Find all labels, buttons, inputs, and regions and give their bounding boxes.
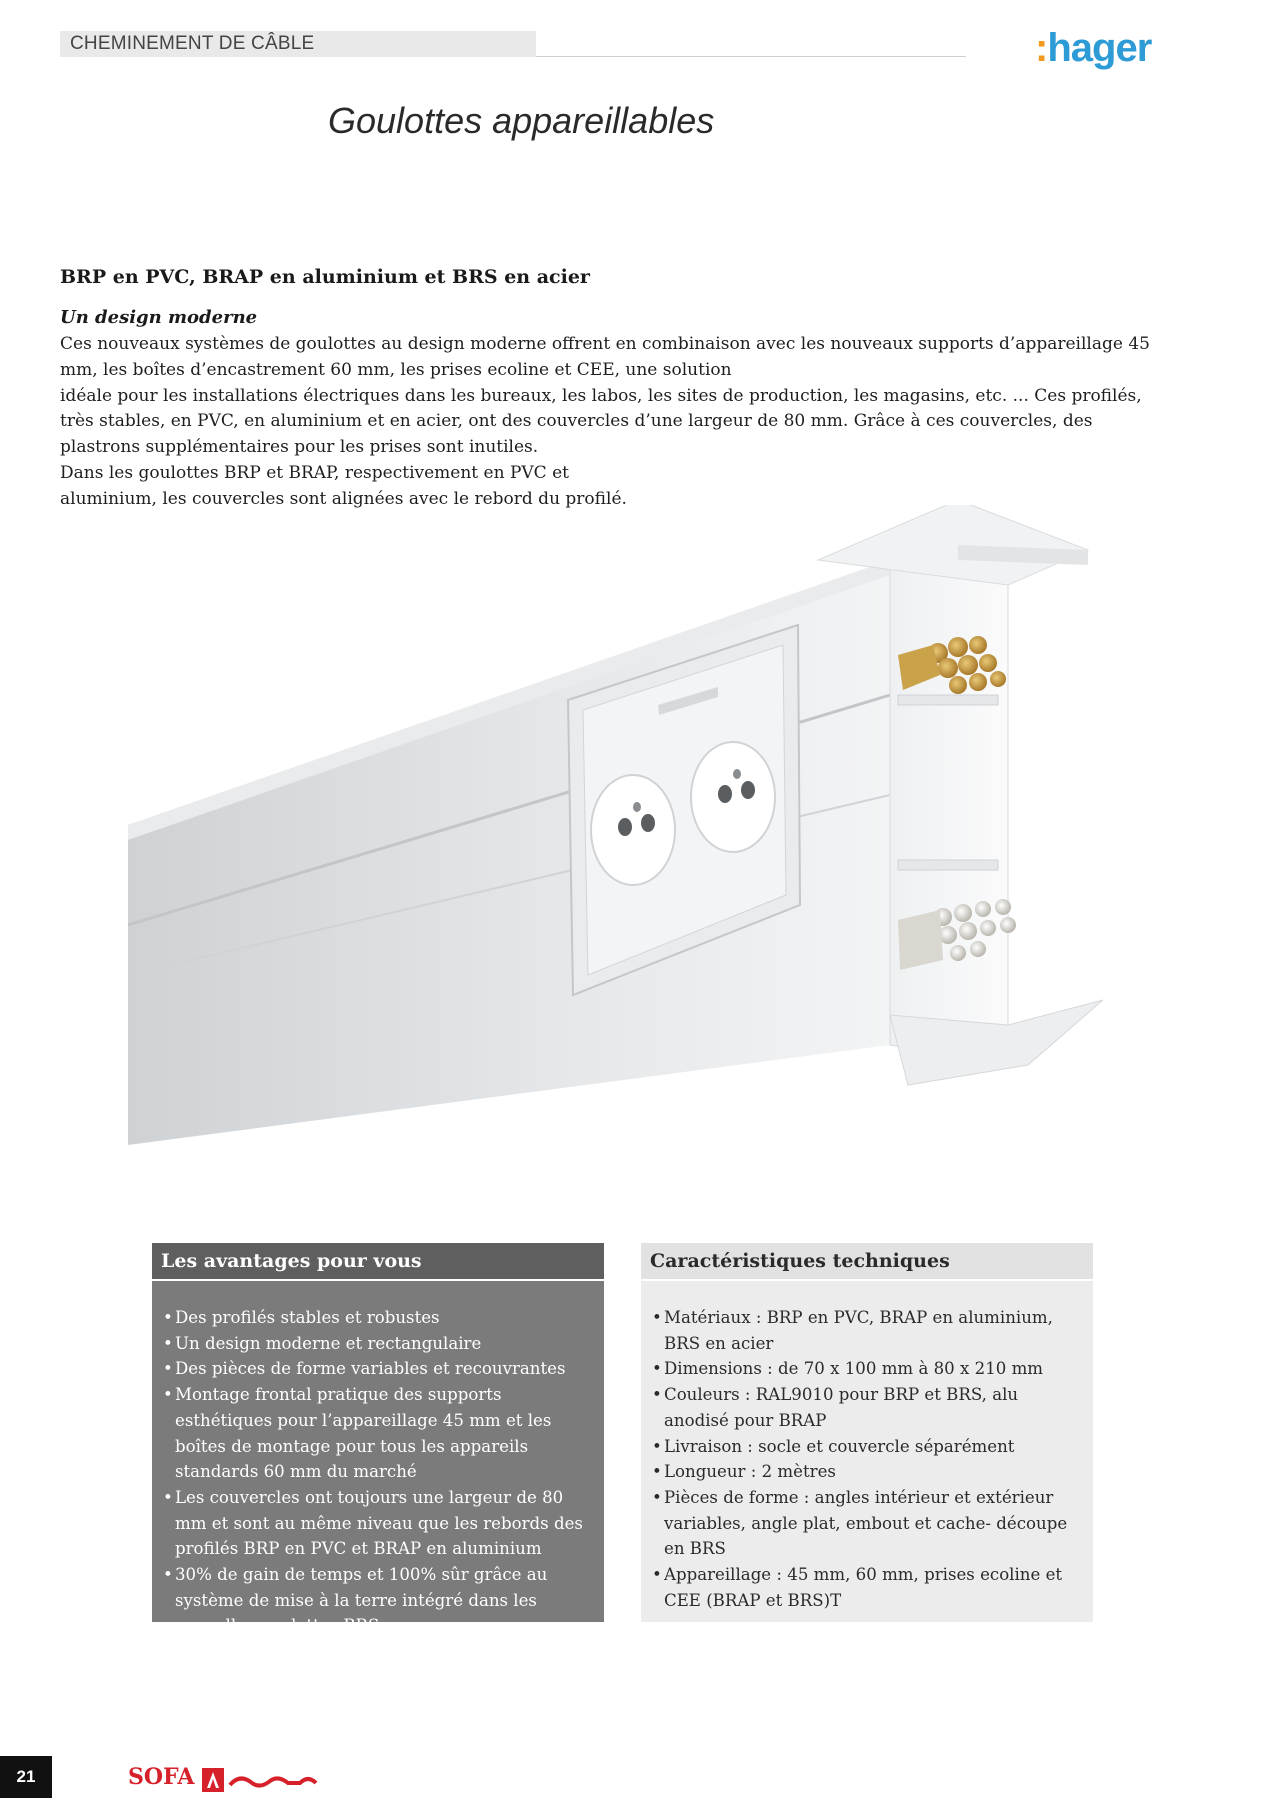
sofa-emblem-icon [200,1765,320,1795]
product-heading: BRP en PVC, BRAP en aluminium et BRS en acier [60,266,590,288]
spec-item: • Matériaux : BRP en PVC, BRAP en aluminium, BRS en acier [652,1305,1083,1356]
spec-item: • Longueur : 2 mètres [652,1459,1083,1485]
advantages-panel [152,1243,604,1636]
intro-paragraph: Ces nouveaux systèmes de goulottes au design moderne offrent en combinaison avec les nouveaux supports d’appareillage 45 mm, les boîtes d’encastrement 60 mm, les prises ecoline et CEE, une solution [60,334,1150,380]
header-divider [536,56,966,57]
intro-body [60,332,1170,513]
design-subheading: Un design moderne [60,307,258,328]
specs-title: Caractéristiques techniques [641,1243,1093,1281]
advantage-item: • Des pièces de forme variables et recouvrantes [163,1356,594,1382]
advantage-item: • Montage frontal pratique des supports esthétiques pour l’appareillage 45 mm et les boîtes de montage pour tous les appareils standards 60 mm du marché [163,1382,594,1485]
intro-paragraph: aluminium, les couvercles sont alignées avec le rebord du profilé. [60,488,627,509]
advantages-title: Les avantages pour vous [152,1243,604,1281]
intro-paragraph: idéale pour les installations électriques dans les bureaux, les labos, les sites de production, les magasins, etc. ... Ces profilés, très stables, en PVC, en aluminium et en acier, ont des couvercles d’une largeur de 80 mm. Grâce à ces couvercles, des plastrons supplémentaires pour les prises sont inutiles. [60,385,1142,458]
specs-panel [641,1243,1093,1622]
spec-item: • Appareillage : 45 mm, 60 mm, prises ecoline et CEE (BRAP et BRS)T [652,1562,1083,1613]
trunking-product-image [128,505,1103,1150]
spec-item: • Couleurs : RAL9010 pour BRP et BRS, alu anodisé pour BRAP [652,1382,1083,1433]
hager-logo: :hager [1035,26,1152,70]
advantage-item: • Des profilés stables et robustes [163,1305,594,1331]
advantage-item: • 30% de gain de temps et 100% sûr grâce au système de mise à la terre intégré dans les nouvelles goulottes BRS [163,1562,594,1639]
spec-item: • Pièces de forme : angles intérieur et extérieur variables, angle plat, embout et cache- découpe en BRS [652,1485,1083,1562]
page-title: Goulottes appareillables [328,100,715,141]
advantage-item: • Les couvercles ont toujours une largeur de 80 mm et sont au même niveau que les rebords des profilés BRP en PVC et BRAP en aluminium [163,1485,594,1562]
specs-list [641,1281,1093,1613]
spec-item: • Livraison : socle et couvercle séparément [652,1434,1083,1460]
spec-item: • Dimensions : de 70 x 100 mm à 80 x 210 mm [652,1356,1083,1382]
sofa-logo [128,1760,320,1794]
advantage-item: • Un design moderne et rectangulaire [163,1331,594,1357]
page-number: 21 [0,1756,52,1798]
advantages-list [152,1281,604,1639]
section-label: CHEMINEMENT DE CÂBLE [60,31,536,57]
intro-paragraph: Dans les goulottes BRP et BRAP, respectivement en PVC et [60,462,569,483]
sofa-logo-text: SOFA [128,1764,195,1790]
